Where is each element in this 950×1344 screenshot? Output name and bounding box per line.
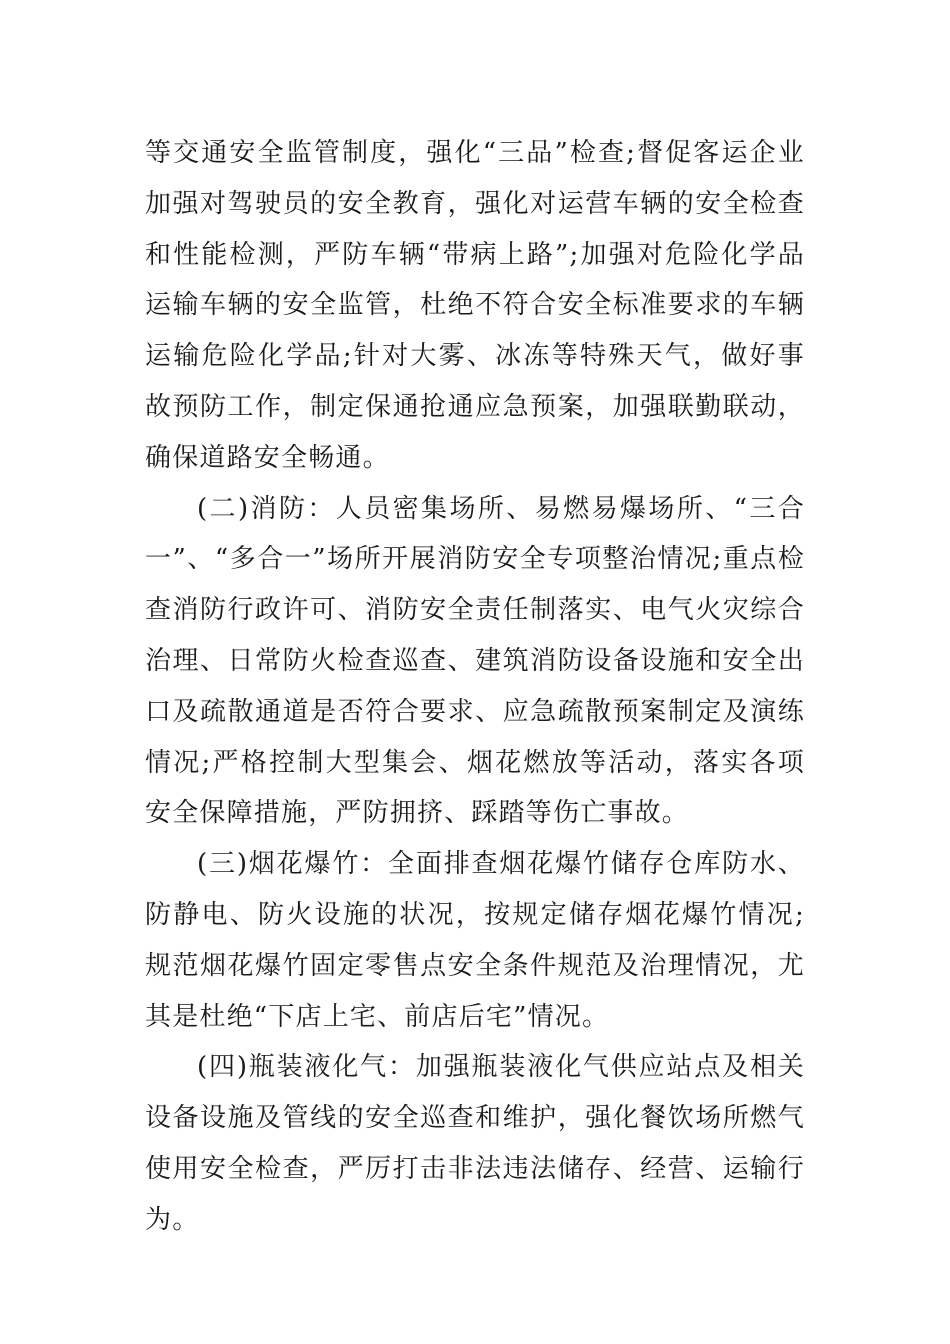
paragraph-lpg: (四)瓶装液化气：加强瓶装液化气供应站点及相关设备设施及管线的安全巡查和维护，强化餐饮场所燃气使用安全检查，严厉打击非法违法储存、经营、运输行为。 bbox=[145, 1052, 805, 1235]
paragraph-fire-safety: (二)消防：人员密集场所、易燃易爆场所、“三合一”、“多合一”场所开展消防安全专项整治情况;重点检查消防行政许可、消防安全责任制落实、电气火灾综合治理、日常防火检查巡查、建筑消防设备设施和安全出口及疏散通道是否符合要求、应急疏散预案制定及演练情况;严格控制大型集会、烟花燃放等活动，落实各项安全保障措施，严防拥挤、踩踏等伤亡事故。 bbox=[145, 493, 805, 829]
document-body bbox=[145, 128, 805, 1246]
paragraph-traffic-continuation: 等交通安全监管制度，强化“三品”检查;督促客运企业加强对驾驶员的安全教育，强化对运营车辆的安全检查和性能检测，严防车辆“带病上路”;加强对危险化学品运输车辆的安全监管，杜绝不符合安全标准要求的车辆运输危险化学品;针对大雾、冰冻等特殊天气，做好事故预防工作，制定保通抢通应急预案，加强联勤联动，确保道路安全畅通。 bbox=[145, 138, 805, 473]
paragraph-fireworks: (三)烟花爆竹：全面排查烟花爆竹储存仓库防水、防静电、防火设施的状况，按规定储存烟花爆竹情况;规范烟花爆竹固定零售点安全条件规范及治理情况，尤其是杜绝“下店上宅、前店后宅”情况。 bbox=[145, 849, 805, 1032]
